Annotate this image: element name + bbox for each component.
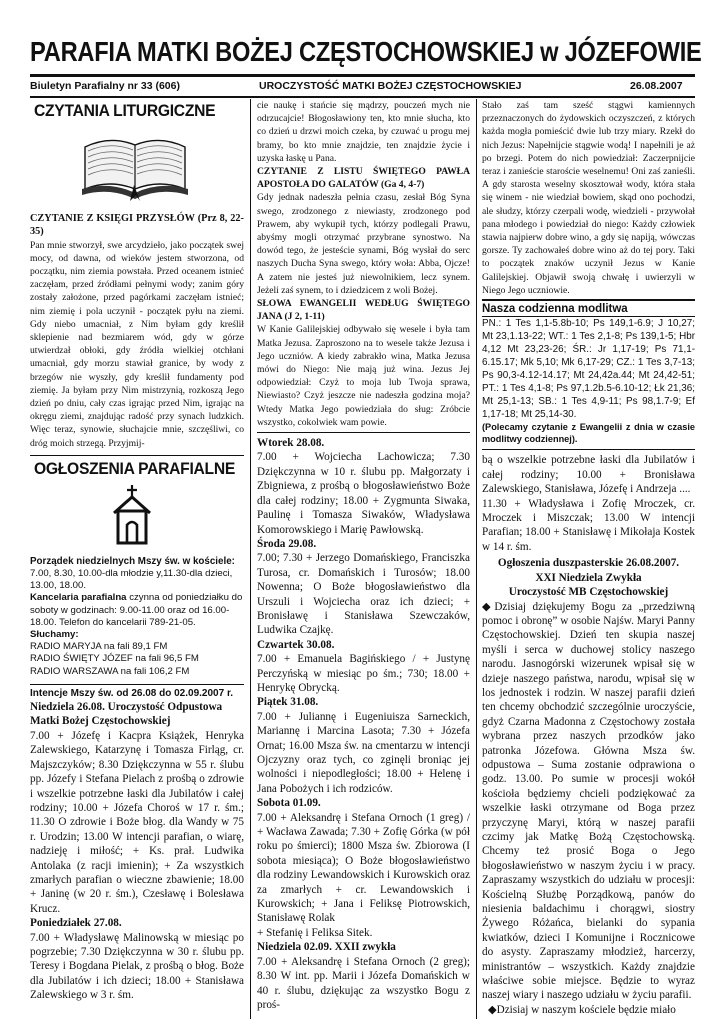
- gospel-heading: SŁOWA EWANGELII WEDŁUG ŚWIĘTEGO JANA (J 2, 1-11): [257, 298, 470, 323]
- pastoral-text: Dzisiaj dziękujemy Bogu za „przedziwną pomoc i obronę” w osobie Najśw. Maryi Panny Częstochowskiej. Dzień ten skupia naszej myśli i serca w duchowej stolicy naszego narodu. Jasnogórski wizerunek wpisał się w dzieje naszego państwa, narodu, wpisał się w los jednostek i rodzin. W naszej parafii dzień ten chcemy obchodzić szczególnie uroczyście, gdyż Czarna Madonna z Częstochowy została wybrana przez naszych przodków jako patronka Józefowa. Główna Msza św. odpustowa – Suma zostanie odprawiona o godz. 13.00. Po sumie w procesji wokół kościoła będziemy chcieli podziękować za wszelkie łaski otrzymane od Boga przez przyczynę Maryi, którą w naszej parafii czcimy jak Matkę Bożą Częstochowską. Chcemy też prosić Boga o Jego błogosławieństwo w naszym życiu i w pracy. Zapraszamy wszystkich do udziału w procesji: Kościelną Służbę Porządkową, panów do niesienia baldachimu i chorągwi, siostry Żywego Różańca, bielanki do sypania kwiatków, dzieci I Komunijne i Rocznicowe do asysty. Zapraszamy młodzież, harcerzy, ministrantów – wszystkich. Każdy znajdzie właściwe sobie miejsce. Będzie to wyraz naszej wiary i naszego udziału w życiu parafii.: [482, 600, 695, 1002]
- chapel-icon: [110, 483, 244, 550]
- day-intentions: 7.00 + Juliannę i Eugeniuisza Sarneckich, Mariannę i Marcina Lasota; 7.30 + Józefa Ornat; 16.00 Msza św. na cmentarzu w intencji Ojczyzny oraz tych, co zginęli broniąc jej wolności i niepodległości; 18.00 + Helenę i Jana Pobożych i ich rodziców.: [257, 710, 470, 795]
- day-intentions: 7.00 + Władysławę Malinowską w miesiąc po pogrzebie; 7.30 Dziękczynna w 30 r. ślubu pp. Teresy i Bogdana Pielak, z prośbą o błog. Boże dla Jubilatów i ich dzieci; 18.00 + Stanisława Zalewskiego w 3 r. śm.: [30, 931, 244, 1002]
- day-intentions: 7.00 + Aleksandrę i Stefana Ornoch (1 greg) / + Wacława Zawada; 7.30 + Zofię Górka (w pół roku po śmierci); 1800 Msza św. Zbiorowa (I sobota miesiąca); O Boże błogosławieństwo dla rodziny Lewandowskich i Kurowskich oraz za zmarłych + cr. Lewandowskich i Kurowskich; + Jana i Feliksę Piotrowskich, Stanisławę Rolak + Stefanię i Feliksa Sitek.: [257, 811, 470, 939]
- day-intentions: 7.00 + Emanuela Bagińskiego / + Justynę Perczyńską w miesiąc po śm.; 730; 18.00 + Henrykę Obrycką.: [257, 653, 470, 694]
- prayer-heading: Nasza codzienna modlitwa: [482, 299, 695, 315]
- occasion-title: UROCZYSTOŚĆ MATKI BOŻEJ CZĘSTOCHOWSKIEJ: [259, 80, 522, 92]
- radio-line: RADIO ŚWIĘTY JÓZEF na fali 96,5 FM: [30, 653, 199, 665]
- diamond-bullet-icon: ◆: [488, 1003, 497, 1016]
- day-heading: Poniedziałek 27.08.: [30, 917, 122, 930]
- intentions-heading: Intencje Mszy św. od 26.08 do 02.09.2007 r.: [30, 687, 234, 699]
- section-rule: [30, 684, 244, 685]
- day-intentions-continued: bą o wszelkie potrzebne łaski dla Jubilatów i całej rodziny; 10.00 + Bronisława Zalewskiego, Stanisława, Józefę i Andrzeja .... 11.30 + Władysława i Zofię Mroczek, cr. Mroczek i Miszczak; 13.00 W intencji Parafian; 18.00 + Stanisławę i Mikołaja Kostek w 14 r. śm.: [482, 454, 695, 553]
- mass-schedule-text: 7.00, 8.30, 10.00-dla młodzie y,11.30-dla dzieci, 13.00, 18.00.: [30, 568, 233, 592]
- radio-line: RADIO WARSZAWA na fali 106,2 FM: [30, 665, 190, 677]
- pastoral-paragraph: [482, 1003, 695, 1017]
- diamond-bullet-icon: ◆: [482, 600, 495, 613]
- open-book-icon: [80, 129, 244, 206]
- pastoral-heading: Ogłoszenia duszpasterskie 26.08.2007.: [497, 557, 680, 570]
- column-3: [482, 99, 695, 1019]
- day-heading: Piątek 31.08.: [257, 696, 319, 709]
- column-divider-1: [250, 99, 251, 1019]
- section-rule: [30, 455, 244, 456]
- announcements-heading: OGŁOSZENIA PARAFIALNE: [34, 458, 236, 478]
- bulletin-number: Biuletyn Parafialny nr 33 (606): [30, 80, 180, 92]
- galatians-text: Gdy jednak nadeszła pełnia czasu, zesłał Bóg Syna swego, zrodzonego z niewiasty, zrodzonego pod Prawem, aby wykupił tych, którzy podlegali Prawu, abyśmy mogli otrzymać przybrane synostwo. Na dowód tego, że jesteście synami, Bóg wysłał do serc naszych Ducha Syna swego, który woła: Abba, Ojcze! A zatem nie jesteś już niewolnikiem, lecz synem. Jeżeli zaś synem, to i dziedzicem z woli Bożej.: [257, 192, 470, 296]
- radio-heading: Słuchamy:: [30, 629, 79, 641]
- prayer-readings: PN.: 1 Tes 1,1-5.8b-10; Ps 149,1-6.9; J 10,27; Mt 23,1.13-22; WT.: 1 Tes 2,1-8; Ps 139,1-5; Hbr 4,12 Mt 23,23-26; ŚR.: Jr 1,17-19; Ps 71,1-6.15.17; Mk 5,10; Mk 6,17-29; CZ.: 1 Tes 3,7-13; Ps 90,3-4.12-14.17; Mt 24,42a.44; Mt 24,42-51; PT.: 1 Tes 4,1-8; Ps 97,1.2b.5-6.10-12; Łk 21,36; Mt 25,1-13; SB.: 1 Tes 4,9-11; Ps 98,1.7-9; Ef 1,17-18; Mt 25,14-30.: [482, 318, 695, 421]
- column-2: [257, 99, 470, 1019]
- day-heading: Środa 29.08.: [257, 537, 317, 550]
- pastoral-subheading: Uroczystość MB Częstochowskiej: [508, 586, 669, 599]
- column-divider-2: [476, 99, 477, 1019]
- galatians-heading: CZYTANIE Z LISTU ŚWIĘTEGO PAWŁA APOSTOŁA DO GALATÓW (Ga 4, 4-7): [257, 166, 470, 191]
- day-heading: Wtorek 28.08.: [257, 437, 325, 450]
- pastoral-subheading: XXI Niedziela Zwykła: [535, 571, 642, 584]
- office-paragraph: [30, 592, 244, 629]
- section-rule: [482, 449, 695, 450]
- pastoral-text: Dzisiaj w naszym kościele będzie miało: [496, 1003, 676, 1016]
- day-heading: Niedziela 02.09. XXII zwykła: [257, 941, 396, 954]
- proverbs-heading: CZYTANIE Z KSIĘGI PRZYSŁÓW (Prz 8, 22-35): [30, 213, 244, 238]
- gospel-text: W Kanie Galilejskiej odbywało się wesele i była tam Matka Jezusa. Zaproszono na to wesele także Jezusa i Jego uczniów. A kiedy zabrakło wina, Matka Jezusa mówi do Niego: Nie mają już wina. Jezus Jej odpowiedział: Czyż to moja lub Twoja sprawa, Niewiasto? Czyż jeszcze nie nadeszła godzina moja? Wtedy Matka Jego powiedziała do sług: Zróbcie wszystko, cokolwiek wam powie.: [257, 324, 470, 428]
- day-intentions: 7.00 + Aleksandrę i Stefana Ornoch (2 greg); 8.30 W int. pp. Marii i Józefa Domańskich w 40 r. ślubu, dziękując za wszystko Bogu z proś-: [257, 955, 470, 1011]
- newsletter-title: PARAFIA MATKI BOŻEJ CZĘSTOCHOWSKIEJ w JÓZEFOWIE: [30, 36, 702, 67]
- day-intentions: 7.00 + Wojciecha Lachowicza; 7.30 Dziękczynna w 10 r. ślubu pp. Małgorzaty i Zbigniewa, z prośbą o błogosławieństwo Boże dla całej rodziny; 18.00 + Zygmunta Siwaka, Paulinę i Tomasza Siwaków, Władysława Komorowskiego i Marię Pawłowską.: [257, 451, 470, 536]
- office-heading: Kancelaria parafialna: [30, 592, 127, 604]
- day-intentions: 7.00; 7.30 + Jerzego Domańskiego, Franciszka Turosa, cr. Domańskich i Turosów; 18.00 Nowenna; O Boże błogosławieństwo dla Urszuli i Wojciecha oraz ich dzieci; + Bronisławę i Stanisława Szewczaków, Ludwika Czajkę.: [257, 552, 470, 637]
- section-rule: [257, 432, 470, 433]
- day-heading: Czwartek 30.08.: [257, 638, 335, 651]
- prayer-note: (Polecamy czytanie z Ewangelii z dnia w czasie modlitwy codziennej).: [482, 422, 695, 445]
- column-1: [30, 99, 244, 1019]
- day-heading: Niedziela 26.08. Uroczystość Odpustowa Matki Bożej Częstochowskiej: [30, 701, 223, 728]
- readings-heading: CZYTANIA LITURGICZNE: [34, 101, 216, 120]
- mass-schedule-heading: Porządek niedzielnych Mszy św. w kościele:: [30, 555, 235, 567]
- title-rule: [30, 74, 695, 77]
- pastoral-paragraph: [482, 600, 695, 1003]
- day-heading: Sobota 01.09.: [257, 797, 321, 810]
- day-intentions: 7.00 + Józefę i Kacpra Książek, Henryka Zalewskiego, Katarzynę i Tomasza Firląg, cr. Majszczyków; 8.30 Dziękczynna w 55 r. ślubu pp. Józefy i Stefana Pielach z prośbą o zdrowie i wszelkie potrzebne łaski dla Jubilatów i całej rodziny; 10.00 + Józefa Choroś w 17 r. śm.; 11.30 O zdrowie i Boże błog. dla Wandy w 75 r. Urodzin; 13.00 W intencji parafian, o wiarę, nadzieję i miłość; + Ks. prał. Ludwika Antolaka (z racji imienin); + Za wszystkich zmarłych parafian o wieczne zbawienie; 18.00 + Janinę (w 20 r. śm.), Czesławę i Bolesława Krucz.: [30, 729, 244, 915]
- issue-date: 26.08.2007: [630, 80, 683, 92]
- proverbs-text: Pan mnie stworzył, swe arcydzieło, jako początek swej mocy, od dawna, od wieków jestem stworzona, od początku, nim ziemia powstała. Przed oceanem istnieć zaczęłam, przed źródłami pełnymi wody; zanim góry zostały założone, przed pagórkami zaczęłam istnieć; nim ziemię i pola uczynił - początek pyłu na ziemi. Gdy niebo umacniał, z Nim byłam gdy kreślił sklepienie nad bezmiarem wód, gdy w górze utwierdzał obłoki, gdy źródła wielkiej otchłani umacniał, gdy morzu stawiał granice, by wody z brzegów nie wyszły, gdy kreślił fundamenty pod ziemię. Ja byłam przy Nim mistrzynią, rozkoszą Jego dzień po dniu, cały czas igrając przed Nim, igrając na okręgu ziemi, znajdując radość przy synach ludzkich. Więc teraz, synowie, słuchajcie mnie, szczęśliwi, co dróg moich strzegą. Przyjmij-: [30, 239, 244, 449]
- office-text: czynna od poniedziałku do soboty w godzinach: 9.00-11.00 oraz od 16.00-18.00. Telefon do kancelarii 789-21-05.: [30, 592, 243, 628]
- subhead-rule: [30, 96, 695, 98]
- radio-line: RADIO MARYJA na fali 89,1 FM: [30, 641, 168, 653]
- gospel-text-continued: Stało zaś tam sześć stągwi kamiennych przeznaczonych do żydowskich oczyszczeń, z których każda mogła pomieścić dwie lub trzy miary. Rzekł do nich Jezus: Napełnijcie stągwie wodą! I napełnili je aż po brzegi. Potem do nich powiedział: Zaczerpnijcie teraz i zanieście staroście weselnemu! Oni zaś zanieśli. A gdy starosta weselny skosztował wody, która stała się winem - nie wiedział bowiem, skąd ono pochodzi, ale słudzy, którzy czerpali wodę, wiedzieli - przywołał pana młodego i powiedział do niego: Każdy człowiek stawia najpierw dobre wino, a gdy się napiją, wówczas gorsze. Ty zachowałeś dobre wino aż do tej pory. Taki to początek znaków uczynił Jezus w Kanie Galilejskiej. Objawił swoją chwałę i uwierzyli w Niego Jego uczniowie.: [482, 100, 695, 296]
- proverbs-text-continued: cie naukę i stańcie się mądrzy, pouczeń mych nie odrzucajcie! Błogosławiony ten, kto mnie słucha, kto co dzień u drzwi moich czeka, by czuwać u progu mej bramy, bo kto mnie znajdzie, ten znajdzie życie i uzyska łaskę u Pana.: [257, 100, 470, 164]
